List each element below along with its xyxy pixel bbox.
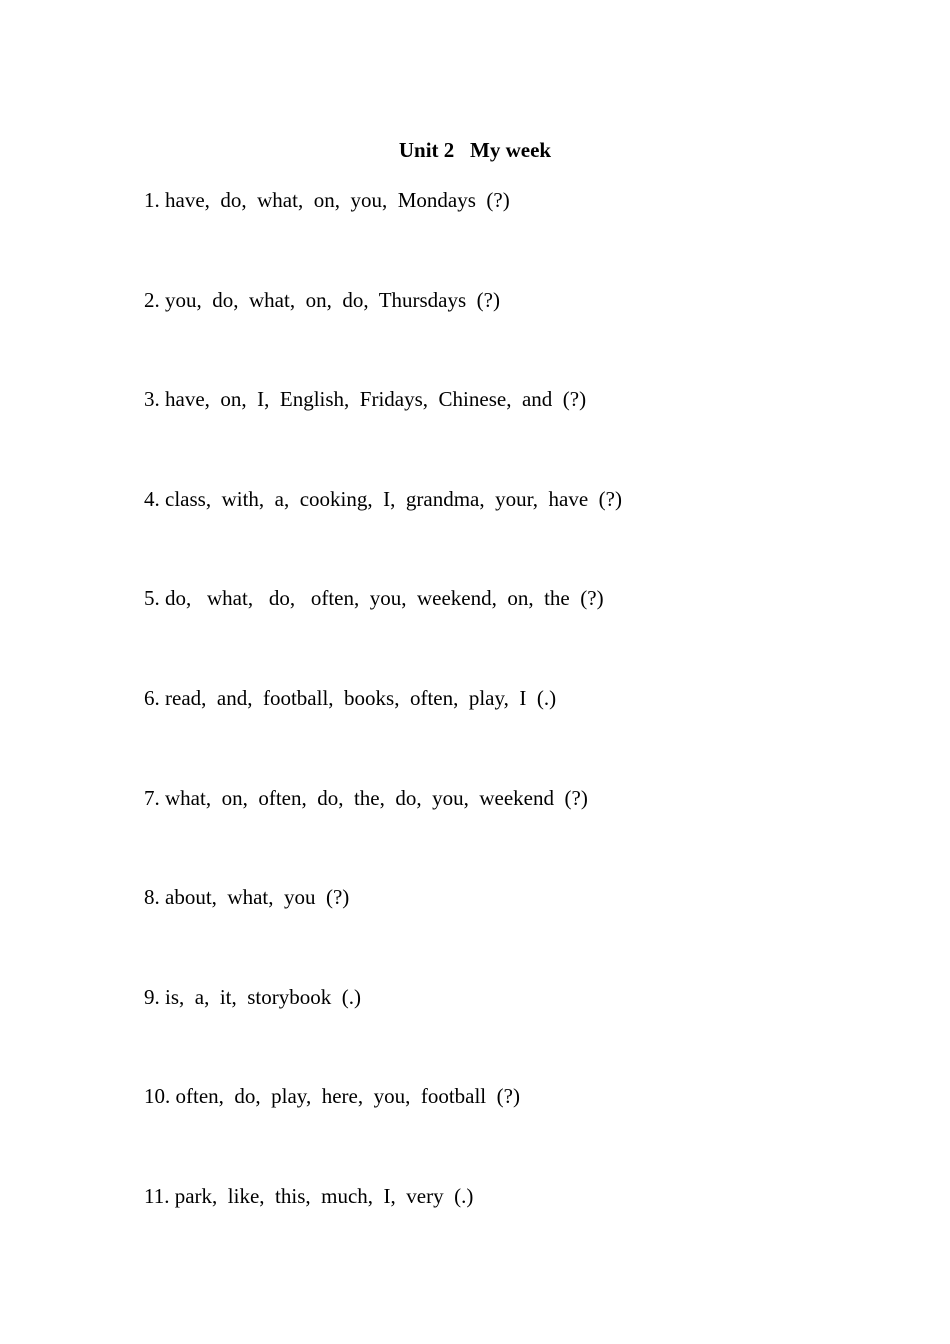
exercise-item-8: 8. about, what, you (?) [144, 885, 350, 910]
exercise-item-6: 6. read, and, football, books, often, play, I (.) [144, 685, 557, 710]
page-title: Unit 2 My week [398, 138, 552, 162]
exercise-item-1: 1. have, do, what, on, you, Mondays (?) [144, 188, 510, 212]
exercise-item-10: 10. often, do, play, here, you, football (?) [144, 1084, 520, 1109]
exercise-item-11: 11. park, like, this, much, I, very (.) [144, 1183, 474, 1208]
exercise-item-9: 9. is, a, it, storybook (.) [144, 984, 361, 1009]
exercise-item-5: 5. do, what, do, often, you, weekend, on, the (?) [144, 586, 604, 611]
exercise-item-4: 4. class, with, a, cooking, I, grandma, your, have (?) [144, 486, 622, 511]
exercise-item-2: 2. you, do, what, on, do, Thursdays (?) [144, 287, 500, 312]
exercise-list [144, 186, 622, 1282]
exercise-item-3: 3. have, on, I, English, Fridays, Chinese, and (?) [144, 387, 587, 412]
exercise-item-7: 7. what, on, often, do, the, do, you, weekend (?) [144, 785, 588, 810]
